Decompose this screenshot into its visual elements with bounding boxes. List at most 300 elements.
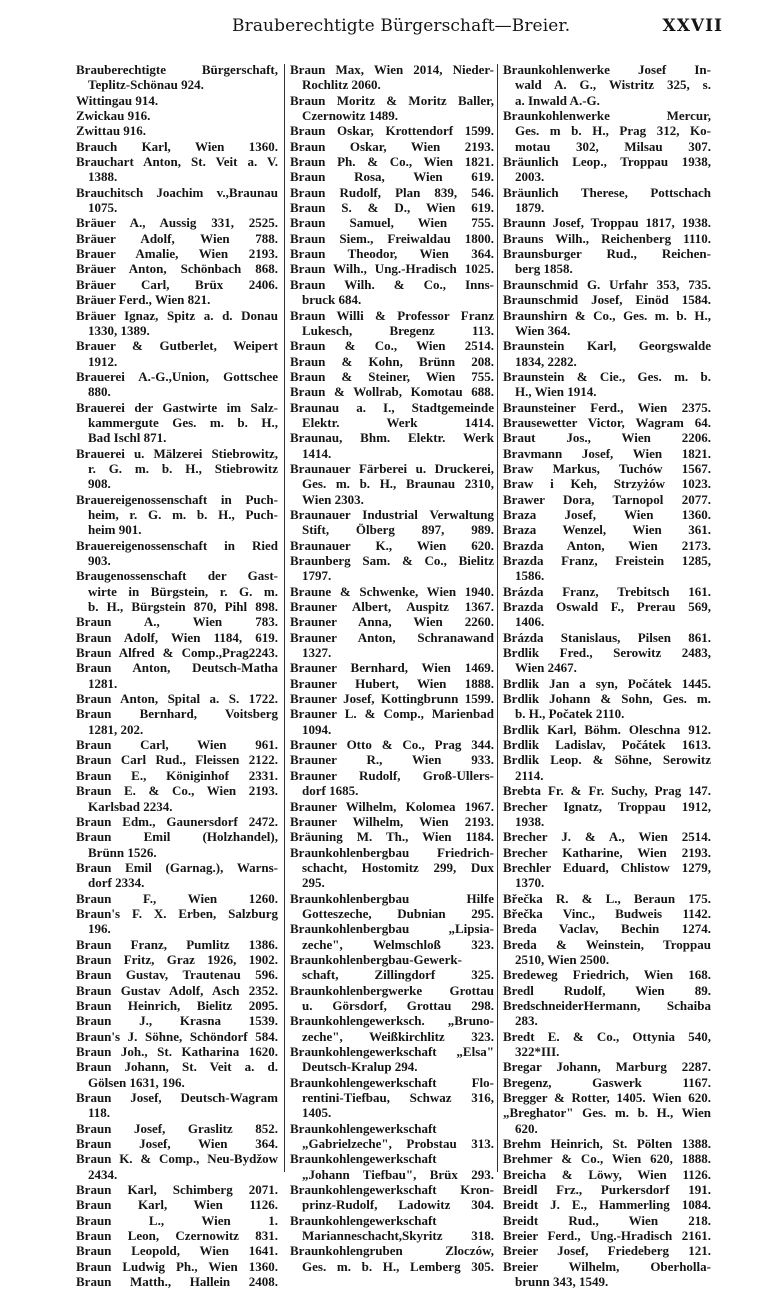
directory-entry	[76, 1090, 278, 1121]
directory-entry	[290, 1044, 494, 1075]
entry-name-line: Brauchart Anton, St. Veit a. V.	[76, 154, 278, 170]
entry-name-line: Brdlik Ladislav, Počátek 1613.	[503, 737, 711, 753]
directory-entry	[290, 584, 494, 599]
entry-continuation-line: Ges. m. b. H., Lemberg 305.	[302, 1258, 494, 1274]
directory-entry	[503, 937, 711, 968]
directory-entry	[76, 860, 278, 891]
entry-continuation-line: 295.	[302, 875, 325, 891]
entry-name-line: Bräuer A., Aussig 331, 2525.	[76, 215, 278, 231]
entry-name-line: Braun Theodor, Wien 364.	[290, 246, 494, 262]
entry-continuation-line: 1414.	[302, 445, 332, 461]
entry-name-line: Bräunlich Leop., Troppau 1938,	[503, 154, 711, 170]
entry-continuation-line: wirte in Bürgstein, r. G. m.	[88, 583, 278, 599]
directory-entry	[503, 415, 711, 430]
column-2	[290, 62, 494, 1274]
entry-continuation-line: b. H., Bürgstein 870, Pihl 898.	[88, 599, 278, 615]
entry-name-line: Braunstein & Cie., Ges. m. b.	[503, 368, 711, 384]
entry-name-line: Brauner Anton, Schranawand	[290, 629, 494, 645]
entry-name-line: Brauereigenossenschaft in Puch-	[76, 491, 278, 507]
entry-name-line: Braunauer Industrial Verwaltung	[290, 506, 494, 522]
directory-entry	[290, 430, 494, 461]
entry-continuation-line: Teplitz-Schönau 924.	[88, 77, 204, 93]
entry-name-line: Bräuer Ferd., Wien 821.	[76, 292, 211, 308]
entry-name-line: Brauner Hubert, Wien 1888.	[290, 675, 494, 691]
entry-continuation-line: 1075.	[88, 200, 118, 216]
directory-entry	[76, 277, 278, 292]
entry-name-line: Brecher Ignatz, Troppau 1912,	[503, 798, 711, 814]
directory-entry	[290, 261, 494, 276]
entry-name-line: Breidl Frz., Purkersdorf 191.	[503, 1182, 711, 1198]
entry-name-line: Braun Carl Rud., Fleissen 2122.	[76, 752, 278, 768]
entry-name-line: Braun Moritz & Moritz Baller,	[290, 92, 494, 108]
entry-name-line: Braun Josef, Wien 364.	[76, 1136, 278, 1152]
directory-entry	[503, 338, 711, 369]
entry-name-line: Brauner Wilhelm, Wien 2193.	[290, 813, 494, 829]
entry-name-line: Brdlik Fred., Serowitz 2483,	[503, 645, 711, 661]
column-1	[76, 62, 278, 1290]
entry-name-line: Braun Siem., Freiwaldau 1800.	[290, 230, 494, 246]
entry-name-line: Braunkohlenwerke Josef In-	[503, 62, 711, 77]
entry-continuation-line: schacht, Hostomitz 299, Dux	[302, 859, 494, 875]
directory-entry	[503, 630, 711, 645]
entry-name-line: Braun Oskar, Krottendorf 1599.	[290, 123, 494, 139]
entry-name-line: Braun Carl, Wien 961.	[76, 737, 278, 753]
directory-entry	[503, 62, 711, 108]
entry-continuation-line: 1281.	[88, 675, 118, 691]
entry-name-line: Brazda Anton, Wien 2173.	[503, 537, 711, 553]
directory-entry	[76, 737, 278, 752]
entry-name-line: Braun Josef, Graslitz 852.	[76, 1120, 278, 1136]
entry-name-line: Brauns Wilh., Reichenberg 1110.	[503, 230, 711, 246]
directory-entry	[76, 891, 278, 906]
directory-entry	[503, 891, 711, 906]
directory-entry	[290, 215, 494, 230]
directory-entry	[290, 384, 494, 399]
entry-name-line: Braunkohlenbergwerke Grottau	[290, 982, 494, 998]
directory-entry	[503, 231, 711, 246]
entry-name-line: Zwickau 916.	[76, 108, 151, 124]
directory-entry	[503, 752, 711, 783]
directory-entry	[503, 691, 711, 722]
entry-name-line: Braun Joh., St. Katharina 1620.	[76, 1044, 278, 1059]
directory-entry	[290, 62, 494, 93]
entry-name-line: Braunkohlengewerkschaft	[290, 1120, 437, 1136]
entry-continuation-line: Karlsbad 2234.	[88, 798, 173, 814]
entry-continuation-line: 196.	[88, 921, 111, 937]
directory-entry	[290, 952, 494, 983]
directory-entry	[290, 706, 494, 737]
directory-entry	[76, 691, 278, 706]
directory-entry	[290, 921, 494, 952]
directory-entry	[290, 169, 494, 184]
entry-name-line: Braun L., Wien 1.	[76, 1212, 278, 1228]
entry-continuation-line: zeche", Weißkirchlitz 323.	[302, 1028, 494, 1044]
entry-name-line: Braun Emil (Holzhandel),	[76, 829, 278, 845]
directory-entry	[503, 430, 711, 445]
entry-continuation-line: Lukesch, Bregenz 113.	[302, 322, 494, 338]
directory-entry	[76, 1121, 278, 1136]
directory-entry	[503, 1075, 711, 1090]
entry-continuation-line: H., Wien 1914.	[515, 384, 597, 400]
directory-entry	[290, 752, 494, 767]
entry-continuation-line: schaft, Zillingdorf 325.	[302, 967, 494, 983]
directory-entry	[290, 614, 494, 629]
entry-name-line: Brauner R., Wien 933.	[290, 752, 494, 768]
entry-name-line: Braw Markus, Tuchów 1567.	[503, 460, 711, 476]
entry-continuation-line: 903.	[88, 553, 111, 568]
entry-continuation-line: 1094.	[302, 721, 332, 737]
entry-name-line: Braun Karl, Wien 1126.	[76, 1197, 278, 1213]
entry-name-line: Braunkohlenbergbau „Lipsia-	[290, 921, 494, 937]
entry-continuation-line: 1405.	[302, 1105, 332, 1121]
entry-name-line: Brawer Dora, Tarnopol 2077.	[503, 491, 711, 507]
directory-entry	[76, 369, 278, 400]
directory-entry	[76, 1197, 278, 1212]
entry-name-line: Breier Josef, Friedeberg 121.	[503, 1243, 711, 1259]
directory-entry	[76, 62, 278, 93]
entry-continuation-line: 1388.	[88, 169, 118, 185]
directory-entry	[76, 998, 278, 1013]
page-number: XXVII	[662, 16, 723, 36]
entry-continuation-line: u. Görsdorf, Grottau 298.	[302, 997, 494, 1013]
directory-entry	[290, 660, 494, 675]
entry-name-line: Braun K. & Comp., Neu-Bydžow	[76, 1151, 278, 1167]
entry-name-line: Breidt Rud., Wien 218.	[503, 1212, 711, 1228]
entry-name-line: BredschneiderHermann, Schaiba	[503, 997, 711, 1013]
entry-name-line: Braunau, Bhm. Elektr. Werk	[290, 430, 494, 446]
directory-entry	[76, 1213, 278, 1228]
entry-name-line: Brauereigenossenschaft in Ried	[76, 537, 278, 553]
directory-entry	[76, 185, 278, 216]
directory-entry	[290, 1182, 494, 1213]
entry-continuation-line: heim, r. G. m. b. H., Puch-	[88, 506, 278, 522]
entry-name-line: Braun Fritz, Graz 1926, 1902.	[76, 951, 278, 967]
directory-entry	[503, 799, 711, 830]
entry-name-line: Braunkohlengewerksch. „Bruno-	[290, 1013, 494, 1029]
entry-continuation-line: 1281, 202.	[88, 721, 144, 737]
directory-entry	[290, 630, 494, 661]
entry-name-line: Braun Anton, Spital a. S. 1722.	[76, 691, 278, 707]
entry-name-line: Braun E. & Co., Wien 2193.	[76, 783, 278, 799]
running-title: Brauberechtigte Bürgerschaft—Breier.	[232, 16, 571, 36]
entry-name-line: Braun Alfred & Comp.,Prag2243.	[76, 645, 278, 661]
entry-name-line: Zwittau 916.	[76, 123, 147, 139]
entry-name-line: Braun Ludwig Ph., Wien 1360.	[76, 1258, 278, 1274]
directory-entry	[503, 538, 711, 553]
directory-entry	[290, 768, 494, 799]
entry-name-line: Braun Max, Wien 2014, Nieder-	[290, 62, 494, 77]
entry-name-line: Braun's J. Söhne, Schöndorf 584.	[76, 1028, 278, 1044]
entry-name-line: Bräuning M. Th., Wien 1184.	[290, 829, 494, 845]
directory-entry	[290, 737, 494, 752]
directory-entry	[290, 185, 494, 200]
directory-entry	[503, 722, 711, 737]
entry-name-line: Braunschmid G. Urfahr 353, 735.	[503, 276, 711, 292]
directory-entry	[503, 476, 711, 491]
entry-name-line: „Breghator" Ges. m. b. H., Wien	[503, 1105, 711, 1121]
entry-name-line: Brecher Katharine, Wien 2193.	[503, 844, 711, 860]
entry-continuation-line: 1330, 1389.	[88, 322, 150, 338]
entry-name-line: Brauerei A.-G.,Union, Gottschee	[76, 368, 278, 384]
directory-entry	[503, 860, 711, 891]
entry-name-line: Braun Edm., Gaunersdorf 2472.	[76, 813, 278, 829]
entry-name-line: Braunkohlengewerkschaft	[290, 1212, 437, 1228]
entry-continuation-line: Wien 364.	[515, 322, 571, 338]
directory-entry	[76, 983, 278, 998]
directory-entry	[503, 461, 711, 476]
directory-entry	[76, 1228, 278, 1243]
entry-name-line: Braun Johann, St. Veit a. d.	[76, 1059, 278, 1075]
entry-name-line: Brehmer & Co., Wien 620, 1888.	[503, 1151, 711, 1167]
entry-continuation-line: Marianneschacht,Skyritz 318.	[302, 1228, 494, 1244]
directory-entry	[503, 246, 711, 277]
directory-entry	[76, 1013, 278, 1028]
entry-name-line: Braun Oskar, Wien 2193.	[290, 138, 494, 154]
entry-name-line: Bregar Johann, Marburg 2287.	[503, 1059, 711, 1075]
entry-name-line: Breier Ferd., Ung.-Hradisch 2161.	[503, 1228, 711, 1244]
directory-entry	[503, 737, 711, 752]
entry-name-line: Braun Leopold, Wien 1641.	[76, 1243, 278, 1259]
entry-continuation-line: Rochlitz 2060.	[302, 77, 381, 93]
directory-entry	[503, 108, 711, 154]
entry-name-line: Braunn Josef, Troppau 1817, 1938.	[503, 215, 711, 231]
entry-name-line: Bräuer Adolf, Wien 788.	[76, 230, 278, 246]
entry-continuation-line: 283.	[515, 1013, 538, 1029]
directory-entry	[290, 599, 494, 614]
entry-continuation-line: berg 1858.	[515, 261, 573, 277]
entry-continuation-line: bruck 684.	[302, 292, 362, 308]
directory-entry	[290, 354, 494, 369]
entry-name-line: Brausewetter Victor, Wagram 64.	[503, 414, 711, 430]
entry-name-line: Braun A., Wien 783.	[76, 614, 278, 630]
entry-continuation-line: b. H., Počatek 2110.	[515, 706, 625, 722]
directory-entry	[290, 1213, 494, 1244]
directory-entry	[76, 446, 278, 492]
column-3	[503, 62, 711, 1290]
directory-entry	[76, 246, 278, 261]
entry-continuation-line: 1406.	[515, 614, 545, 630]
entry-name-line: Braunkohlengewerkschaft „Elsa"	[290, 1044, 494, 1059]
directory-entry	[76, 1259, 278, 1274]
directory-entry	[290, 1075, 494, 1121]
entry-name-line: Braun Matth., Hallein 2408.	[76, 1274, 278, 1290]
directory-entry	[76, 1029, 278, 1044]
directory-entry	[76, 568, 278, 614]
entry-name-line: Braun Leon, Czernowitz 831.	[76, 1228, 278, 1244]
directory-entry	[76, 400, 278, 446]
directory-entry	[76, 139, 278, 154]
entry-name-line: Bravmann Josef, Wien 1821.	[503, 445, 711, 461]
directory-entry	[76, 215, 278, 230]
directory-entry	[76, 614, 278, 629]
entry-name-line: Brauner Anna, Wien 2260.	[290, 614, 494, 630]
entry-name-line: Braun Karl, Schimberg 2071.	[76, 1182, 278, 1198]
directory-entry	[503, 369, 711, 400]
entry-name-line: Brauner Wilhelm, Kolomea 1967.	[290, 798, 494, 814]
entry-name-line: Braunkohlengewerkschaft	[290, 1151, 437, 1167]
entry-name-line: Braunauer K., Wien 620.	[290, 537, 494, 553]
entry-name-line: Braza Josef, Wien 1360.	[503, 506, 711, 522]
directory-entry	[503, 1151, 711, 1166]
entry-continuation-line: 2114.	[515, 767, 544, 783]
directory-entry	[503, 645, 711, 676]
column-rule	[284, 64, 285, 1172]
directory-entry	[76, 261, 278, 276]
entry-continuation-line: Ges. m b. H., Prag 312, Ko-	[515, 123, 711, 139]
entry-name-line: Braunauer Färberei u. Druckerei,	[290, 460, 494, 476]
entry-name-line: Braun Ph. & Co., Wien 1821.	[290, 154, 494, 170]
entry-name-line: Braun's F. X. Erben, Salzburg	[76, 905, 278, 921]
directory-entry	[290, 277, 494, 308]
directory-entry	[76, 768, 278, 783]
entry-continuation-line: Bad Ischl 871.	[88, 430, 167, 446]
entry-name-line: Braugenossenschaft der Gast-	[76, 568, 278, 584]
entry-name-line: Brehm Heinrich, St. Pölten 1388.	[503, 1136, 711, 1152]
directory-entry	[76, 154, 278, 185]
directory-entry	[76, 752, 278, 767]
entry-name-line: Breicha & Löwy, Wien 1126.	[503, 1166, 711, 1182]
directory-entry	[503, 967, 711, 982]
directory-entry	[503, 599, 711, 630]
directory-entry	[503, 1105, 711, 1136]
directory-entry	[290, 799, 494, 814]
entry-name-line: Brázda Franz, Trebitsch 161.	[503, 583, 711, 599]
directory-entry	[290, 93, 494, 124]
directory-entry	[290, 553, 494, 584]
entry-continuation-line: Brünn 1526.	[88, 844, 157, 860]
directory-entry	[503, 507, 711, 522]
entry-name-line: Breda & Weinstein, Troppau	[503, 936, 711, 952]
directory-entry	[290, 308, 494, 339]
directory-entry	[503, 1029, 711, 1060]
directory-entry	[503, 1059, 711, 1074]
entry-continuation-line: Elektr. Werk 1414.	[302, 414, 494, 430]
entry-name-line: Braun Samuel, Wien 755.	[290, 215, 494, 231]
entry-name-line: Braunsburger Rud., Reichen-	[503, 246, 711, 262]
entry-name-line: Wittingau 914.	[76, 92, 159, 108]
entry-continuation-line: Deutsch-Kralup 294.	[302, 1059, 418, 1075]
directory-entry	[290, 1151, 494, 1182]
directory-entry	[503, 829, 711, 844]
entry-continuation-line: 1586.	[515, 568, 545, 584]
entry-name-line: Brauner Otto & Co., Prag 344.	[290, 737, 494, 753]
directory-entry	[290, 691, 494, 706]
directory-entry	[290, 814, 494, 829]
directory-entry	[503, 983, 711, 998]
directory-entry	[76, 660, 278, 691]
entry-name-line: Brebta Fr. & Fr. Suchy, Prag 147.	[503, 783, 711, 799]
directory-entry	[290, 246, 494, 261]
entry-name-line: Brauer & Gutberlet, Weipert	[76, 338, 278, 354]
directory-entry	[76, 292, 278, 307]
entry-name-line: Braun Josef, Deutsch-Wagram	[76, 1090, 278, 1106]
entry-name-line: Breidt J. E., Hammerling 1084.	[503, 1197, 711, 1213]
entry-continuation-line: Ges. m. b. H., Braunau 2310,	[302, 476, 494, 492]
directory-entry	[503, 906, 711, 921]
entry-name-line: Braun & Co., Wien 2514.	[290, 338, 494, 354]
entry-name-line: Braun & Steiner, Wien 755.	[290, 368, 494, 384]
directory-entry	[503, 1213, 711, 1228]
entry-name-line: Brdlik Johann & Sohn, Ges. m.	[503, 691, 711, 707]
entry-continuation-line: 880.	[88, 384, 111, 400]
entry-continuation-line: 2003.	[515, 169, 545, 185]
entry-continuation-line: a. Inwald A.-G.	[515, 92, 600, 108]
entry-name-line: Braunkohlengruben Zloczów,	[290, 1243, 494, 1259]
entry-name-line: Braunberg Sam. & Co., Bielitz	[290, 553, 494, 568]
entry-continuation-line: 908.	[88, 476, 111, 492]
entry-continuation-line: Gölsen 1631, 196.	[88, 1074, 185, 1090]
entry-name-line: Brauch Karl, Wien 1360.	[76, 138, 278, 154]
directory-entry	[76, 1136, 278, 1151]
entry-name-line: Braunkohlenbergbau-Gewerk-	[290, 951, 462, 967]
entry-continuation-line: Stift, Ölberg 897, 989.	[302, 522, 494, 538]
entry-name-line: Braunkohlenbergbau Hilfe	[290, 890, 494, 906]
directory-entry	[290, 231, 494, 246]
directory-entry	[76, 952, 278, 967]
entry-name-line: Bregger & Rotter, 1405. Wien 620.	[503, 1090, 711, 1106]
entry-name-line: Brauberechtigte Bürgerschaft,	[76, 62, 278, 77]
directory-entry	[503, 1228, 711, 1243]
entry-name-line: Braut Jos., Wien 2206.	[503, 430, 711, 446]
directory-entry	[290, 983, 494, 1014]
entry-name-line: Braunau a. I., Stadtgemeinde	[290, 399, 494, 415]
column-rule	[497, 64, 498, 1172]
entry-continuation-line: r. G. m. b. H., Stiebrowitz	[88, 460, 278, 476]
directory-entry	[503, 1259, 711, 1290]
directory-entry	[503, 921, 711, 936]
directory-entry	[76, 814, 278, 829]
directory-entry	[290, 123, 494, 138]
directory-entry	[76, 308, 278, 339]
directory-entry	[76, 1243, 278, 1258]
entry-name-line: Brdlik Karl, Böhm. Oleschna 912.	[503, 721, 711, 737]
directory-entry	[503, 308, 711, 339]
entry-name-line: Braunkohlenwerke Mercur,	[503, 108, 711, 124]
entry-continuation-line: prinz-Rudolf, Ladowitz 304.	[302, 1197, 494, 1213]
directory-entry	[290, 154, 494, 169]
directory-entry	[503, 185, 711, 216]
directory-entry	[76, 645, 278, 660]
entry-name-line: Břečka Vinc., Budweis 1142.	[503, 905, 711, 921]
entry-name-line: Bräuer Carl, Brüx 2406.	[76, 276, 278, 292]
directory-entry	[503, 1090, 711, 1105]
directory-entry	[76, 706, 278, 737]
entry-name-line: Brauner Bernhard, Wien 1469.	[290, 660, 494, 676]
directory-entry	[503, 215, 711, 230]
directory-entry	[503, 584, 711, 599]
entry-name-line: Braun Wilh. & Co., Inns-	[290, 276, 494, 292]
entry-name-line: Braza Wenzel, Wien 361.	[503, 522, 711, 538]
entry-name-line: Braun Gustav Adolf, Asch 2352.	[76, 982, 278, 998]
directory-entry	[290, 139, 494, 154]
entry-name-line: Braunschmid Josef, Einöd 1584.	[503, 292, 711, 308]
entry-continuation-line: „Gabrielzeche", Probstau 313.	[302, 1136, 494, 1152]
entry-name-line: Braun Emil (Garnag.), Warns-	[76, 859, 278, 875]
entry-name-line: Braun Gustav, Trautenau 596.	[76, 967, 278, 983]
directory-entry	[503, 998, 711, 1029]
entry-name-line: Bräuer Anton, Schönbach 868.	[76, 261, 278, 277]
directory-entry	[503, 277, 711, 292]
entry-name-line: Breier Wilhelm, Oberhollа-	[503, 1258, 711, 1274]
directory-entry	[503, 154, 711, 185]
entry-name-line: Bräunlich Therese, Pottschach	[503, 184, 711, 200]
entry-name-line: Braw i Keh, Strzyżów 1023.	[503, 476, 711, 492]
entry-name-line: Braun & Kohn, Brünn 208.	[290, 353, 494, 369]
entry-continuation-line: 322*III.	[515, 1044, 560, 1059]
directory-entry	[503, 1243, 711, 1258]
entry-continuation-line: 1797.	[302, 568, 332, 584]
entry-name-line: Brecher J. & A., Wien 2514.	[503, 829, 711, 845]
